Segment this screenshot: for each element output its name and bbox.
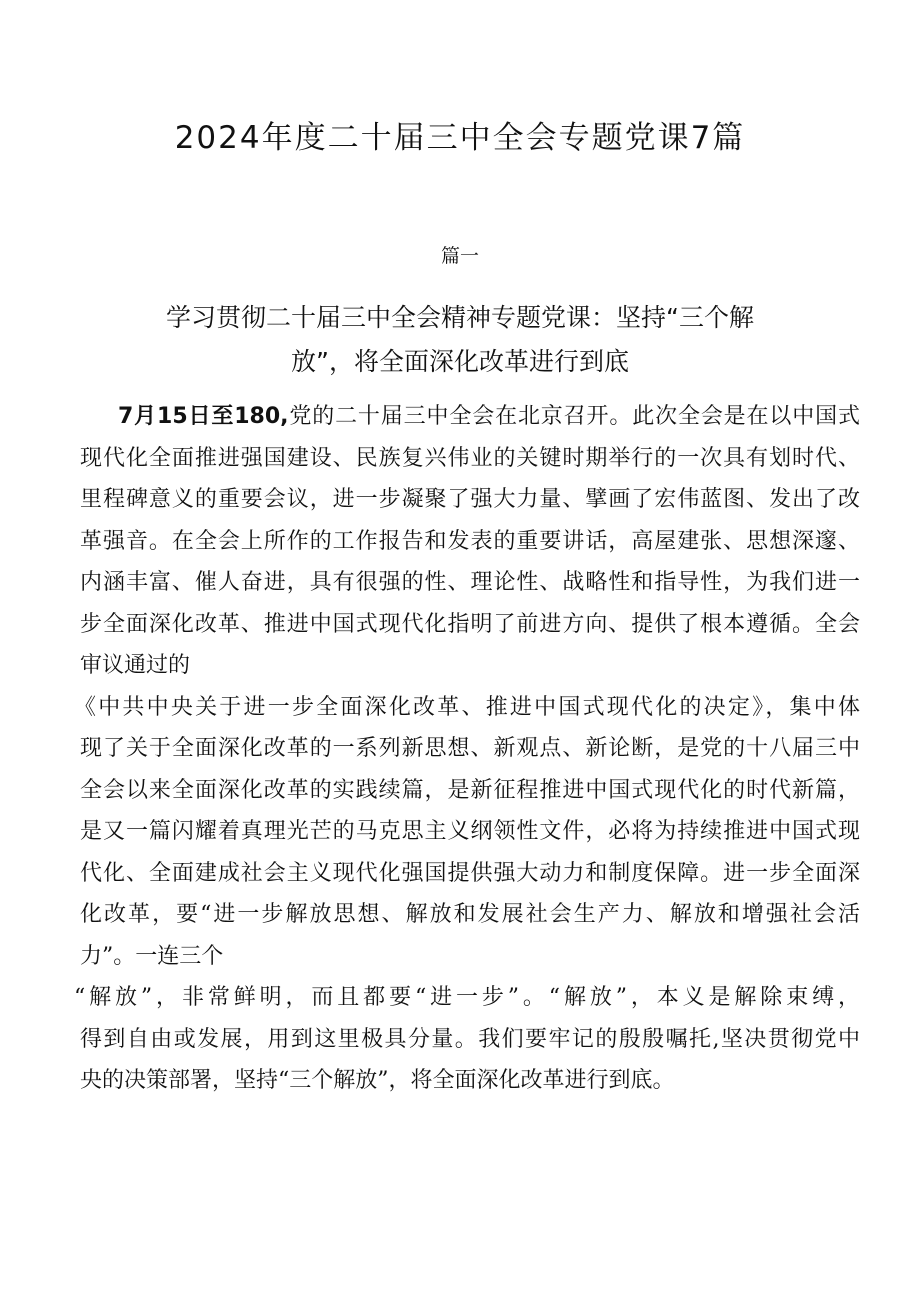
body-line-6: 步全面深化改革、推进中国式现代化指明了前进方向、提供了根本遵循。全会 (80, 611, 860, 637)
body-line-9: 现了关于全面深化改革的一系列新思想、新观点、新论断，是党的十八届三中 (80, 736, 860, 761)
body-line-5: 内涵丰富、催人奋进，具有很强的性、理论性、战略性和指导性，为我们进一 (80, 570, 860, 595)
article-title (120, 296, 800, 384)
body-line-13: 化改革，要“进一步解放思想、解放和发展社会生产力、解放和增强社会活 (80, 902, 860, 927)
body-line-11: 是又一篇闪耀着真理光芒的马克思主义纲领性文件，必将为持续推进中国式现 (80, 819, 860, 844)
article-title-line-1: 学习贯彻二十届三中全会精神专题党课：坚持“三个解 (166, 303, 754, 332)
body-line-3: 里程碑意义的重要会议，进一步凝聚了强大力量、擘画了宏伟蓝图、发出了改 (80, 487, 860, 512)
body-line-7: 审议通过的 (80, 653, 191, 678)
body-line-1 (80, 396, 860, 438)
body-line-17: 央的决策部署，坚持“三个解放”，将全面深化改革进行到底。 (80, 1068, 675, 1093)
body-line-4: 革强音。在全会上所作的工作报告和发表的重要讲话，高屋建张、思想深邃、 (80, 528, 860, 554)
body-line-10: 全会以来全面深化改革的实践续篇，是新征程推进中国式现代化的时代新篇， (80, 777, 860, 803)
body-line-14: 力”。一连三个 (80, 943, 224, 969)
body-text (74, 396, 860, 1102)
section-label: 篇一 (440, 245, 479, 267)
body-line-16: 得到自由或发展，用到这里极具分量。我们要牢记的殷殷嘱托,坚决贯彻党中 (80, 1026, 860, 1052)
document-title: 2024年度二十届三中全会专题党课7篇 (174, 120, 746, 156)
body-line-8: 《中共中央关于进一步全面深化改革、推进中国式现代化的决定》，集中体 (74, 694, 860, 720)
article-title-line-2: 放”，将全面深化改革进行到底 (291, 347, 629, 376)
body-line-12: 代化、全面建成社会主义现代化强国提供强大动力和制度保障。进一步全面深 (80, 860, 860, 886)
body-line-15: “解放”，非常鲜明，而且都要“进一步”。“解放”，本义是解除束缚， (74, 985, 860, 1010)
body-line-1-text: 党的二十届三中全会在北京召开。此次全会是在以中国式 (288, 404, 860, 429)
date-text: 7月15日至180, (118, 404, 289, 429)
body-line-2: 现代化全面推进强国建设、民族复兴伟业的关键时期举行的一次具有划时代、 (80, 445, 860, 471)
